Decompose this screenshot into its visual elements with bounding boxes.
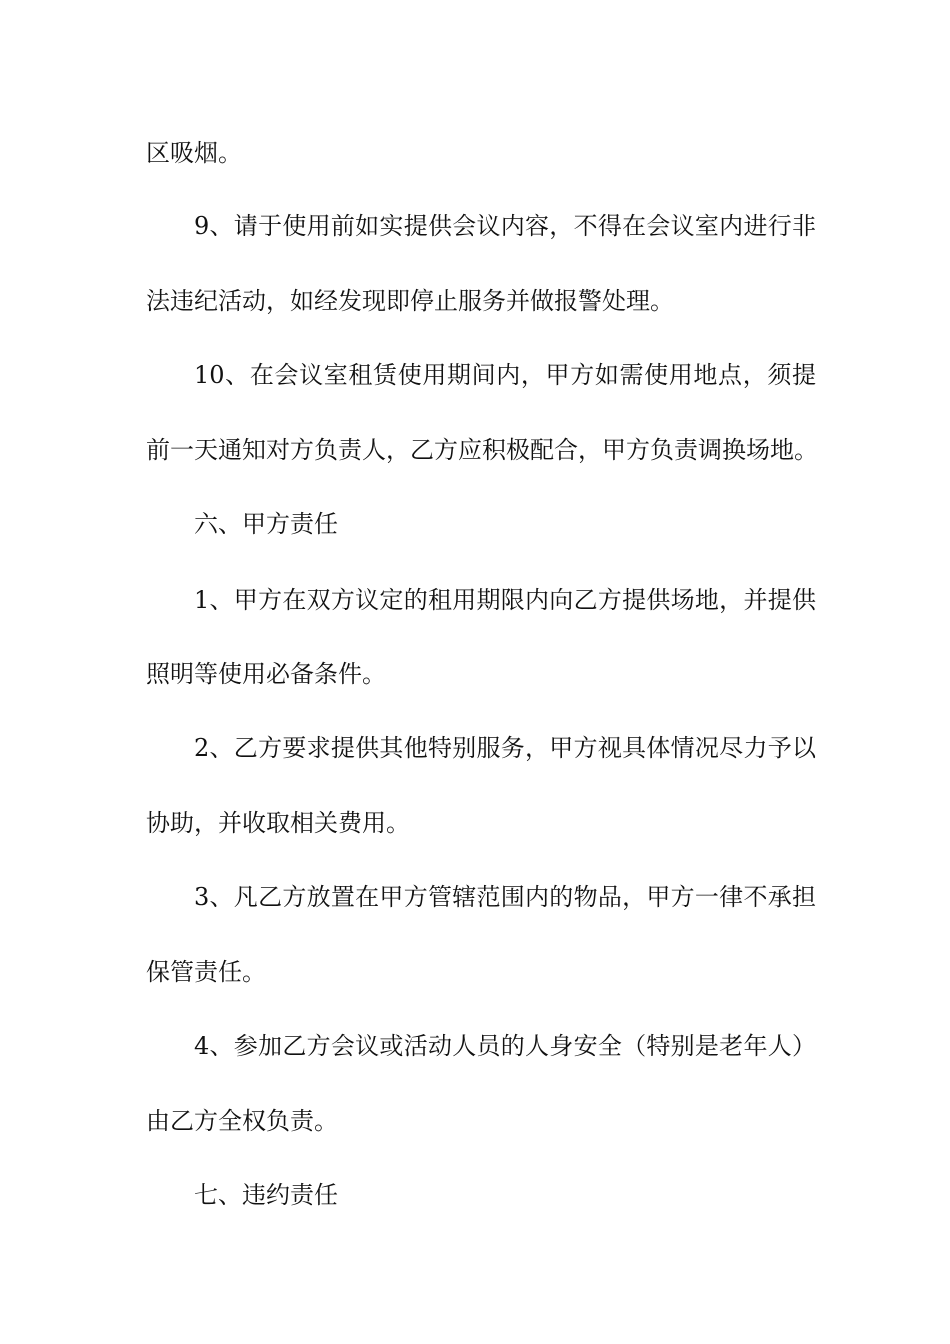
- section-heading: 六、甲方责任: [194, 510, 338, 538]
- text-line: 前一天通知对方负责人，乙方应积极配合，甲方负责调换场地。: [146, 436, 818, 464]
- section-heading: 七、违约责任: [194, 1181, 338, 1209]
- text-line: 区吸烟。: [146, 139, 242, 167]
- text-line: 1、甲方在双方议定的租用期限内向乙方提供场地，并提供: [194, 586, 816, 614]
- text-line: 协助，并收取相关费用。: [146, 809, 410, 837]
- text-line: 照明等使用必备条件。: [146, 660, 386, 688]
- text-line: 9、请于使用前如实提供会议内容，不得在会议室内进行非: [194, 212, 816, 240]
- text-line: 由乙方全权负责。: [146, 1107, 338, 1135]
- text-line: 3、凡乙方放置在甲方管辖范围内的物品，甲方一律不承担: [194, 883, 816, 911]
- text-line: 法违纪活动，如经发现即停止服务并做报警处理。: [146, 287, 674, 315]
- text-line: 保管责任。: [146, 958, 266, 986]
- text-line: 2、乙方要求提供其他特别服务，甲方视具体情况尽力予以: [194, 734, 816, 762]
- text-line: 4、参加乙方会议或活动人员的人身安全（特别是老年人）: [194, 1032, 816, 1060]
- text-line: 10、在会议室租赁使用期间内，甲方如需使用地点，须提: [194, 361, 816, 389]
